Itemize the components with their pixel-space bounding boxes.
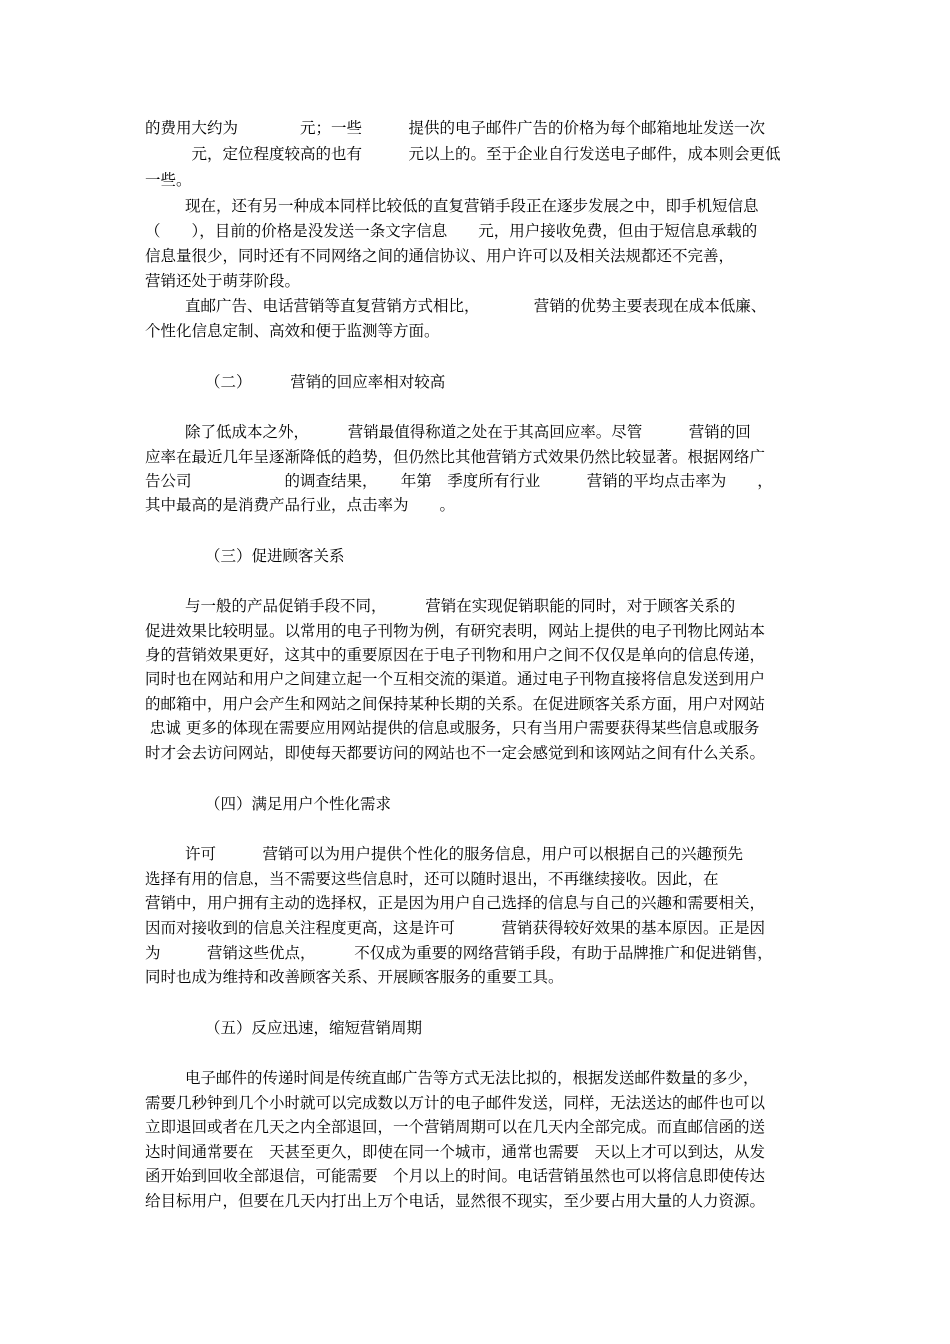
text-line: 其中最高的是消费产品行业，点击率为 。 (145, 496, 456, 514)
text-line: 营销中，用户拥有主动的选择权，正是因为用户自己选择的信息与自己的兴趣和需要相关， (145, 894, 766, 912)
paragraph-start: 电子邮件的传递时间是传统直邮广告等方式无法比拟的，根据发送邮件数量的多少， (185, 1069, 759, 1087)
text-line: 因而对接收到的信息关注程度更高，这是许可 营销获得较好效果的基本原因。正是因 (145, 919, 766, 937)
paragraph-start: 许可 营销可以为用户提供个性化的服务信息，用户可以根据自己的兴趣预先 (185, 845, 744, 863)
text-line: 需要几秒钟到几个小时就可以完成数以万计的电子邮件发送，同样，无法送达的邮件也可以 (145, 1094, 766, 1112)
text-line: 一些。 (145, 171, 192, 189)
text-line: 个性化信息定制、高效和便于监测等方面。 (145, 322, 440, 340)
section-heading: （四）满足用户个性化需求 (205, 795, 392, 813)
text-line: 选择有用的信息，当不需要这些信息时，还可以随时退出，不再继续接收。因此，在 (145, 870, 719, 888)
text-line: 为 营销这些优点， 不仅成为重要的网络营销手段，有助于品牌推广和促进销售， (145, 944, 773, 962)
text-line: 立即退回或者在几天之内全部退回，一个营销周期可以在几天内全部完成。而直邮信函的送 (145, 1118, 766, 1136)
paragraph-start: 直邮广告、电话营销等直复营销方式相比， 营销的优势主要表现在成本低廉、 (185, 297, 767, 315)
text-line: 的邮箱中，用户会产生和网站之间保持某种长期的关系。在促进顾客关系方面，用户对网站 (145, 695, 766, 713)
text-line: 时才会去访问网站，即使每天都要访问的网站也不一定会感觉到和该网站之间有什么关系。 (145, 744, 766, 762)
text-line: 同时也成为维持和改善顾客关系、开展顾客服务的重要工具。 (145, 968, 564, 986)
section-heading: （三）促进顾客关系 (205, 547, 345, 565)
text-line: 告公司 的调查结果， 年第 季度所有行业 营销的平均点击率为 ， (145, 472, 773, 490)
text-line: 促进效果比较明显。以常用的电子刊物为例，有研究表明，网站上提供的电子刊物比网站本 (145, 622, 766, 640)
paragraph-start: 现在，还有另一种成本同样比较低的直复营销手段正在逐步发展之中，即手机短信息 (185, 197, 759, 215)
text-line: （ ），目前的价格是没发送一条文字信息 元，用户接收免费，但由于短信息承载的 (145, 222, 758, 240)
paragraph-start: 与一般的产品促销手段不同， 营销在实现促销职能的同时，对于顾客关系的 (185, 597, 736, 615)
section-heading: （五）反应迅速，缩短营销周期 (205, 1019, 423, 1037)
text-line: 达时间通常要在 天甚至更久，即使在同一个城市，通常也需要 天以上才可以到达，从发 (145, 1143, 766, 1161)
text-line: 营销还处于萌芽阶段。 (145, 272, 301, 290)
text-line: 忠诚 更多的体现在需要应用网站提供的信息或服务，只有当用户需要获得某些信息或服务 (145, 719, 760, 737)
text-line: 应率在最近几年呈逐渐降低的趋势，但仍然比其他营销方式效果仍然比较显著。根据网络广 (145, 448, 766, 466)
section-heading: （二） 营销的回应率相对较高 (205, 373, 446, 391)
paragraph-start: 除了低成本之外， 营销最值得称道之处在于其高回应率。尽管 营销的回 (185, 423, 751, 441)
text-line: 的费用大约为 元；一些 提供的电子邮件广告的价格为每个邮箱地址发送一次 (145, 119, 766, 137)
text-line: 身的营销效果更好，这其中的重要原因在于电子刊物和用户之间不仅仅是单向的信息传递， (145, 646, 766, 664)
text-line: 函开始到回收全部退信，可能需要 个月以上的时间。电话营销虽然也可以将信息即使传达 (145, 1167, 766, 1185)
text-line: 信息量很少，同时还有不同网络之间的通信协议、用户许可以及相关法规都还不完善， (145, 247, 735, 265)
text-line: 元，定位程度较高的也有 元以上的。至于企业自行发送电子邮件，成本则会更低 (145, 145, 781, 163)
text-line: 同时也在网站和用户之间建立起一个互相交流的渠道。通过电子刊物直接将信息发送到用户 (145, 670, 766, 688)
text-line: 给目标用户，但要在几天内打出上万个电话，显然很不现实，至少要占用大量的人力资源。 (145, 1192, 766, 1210)
